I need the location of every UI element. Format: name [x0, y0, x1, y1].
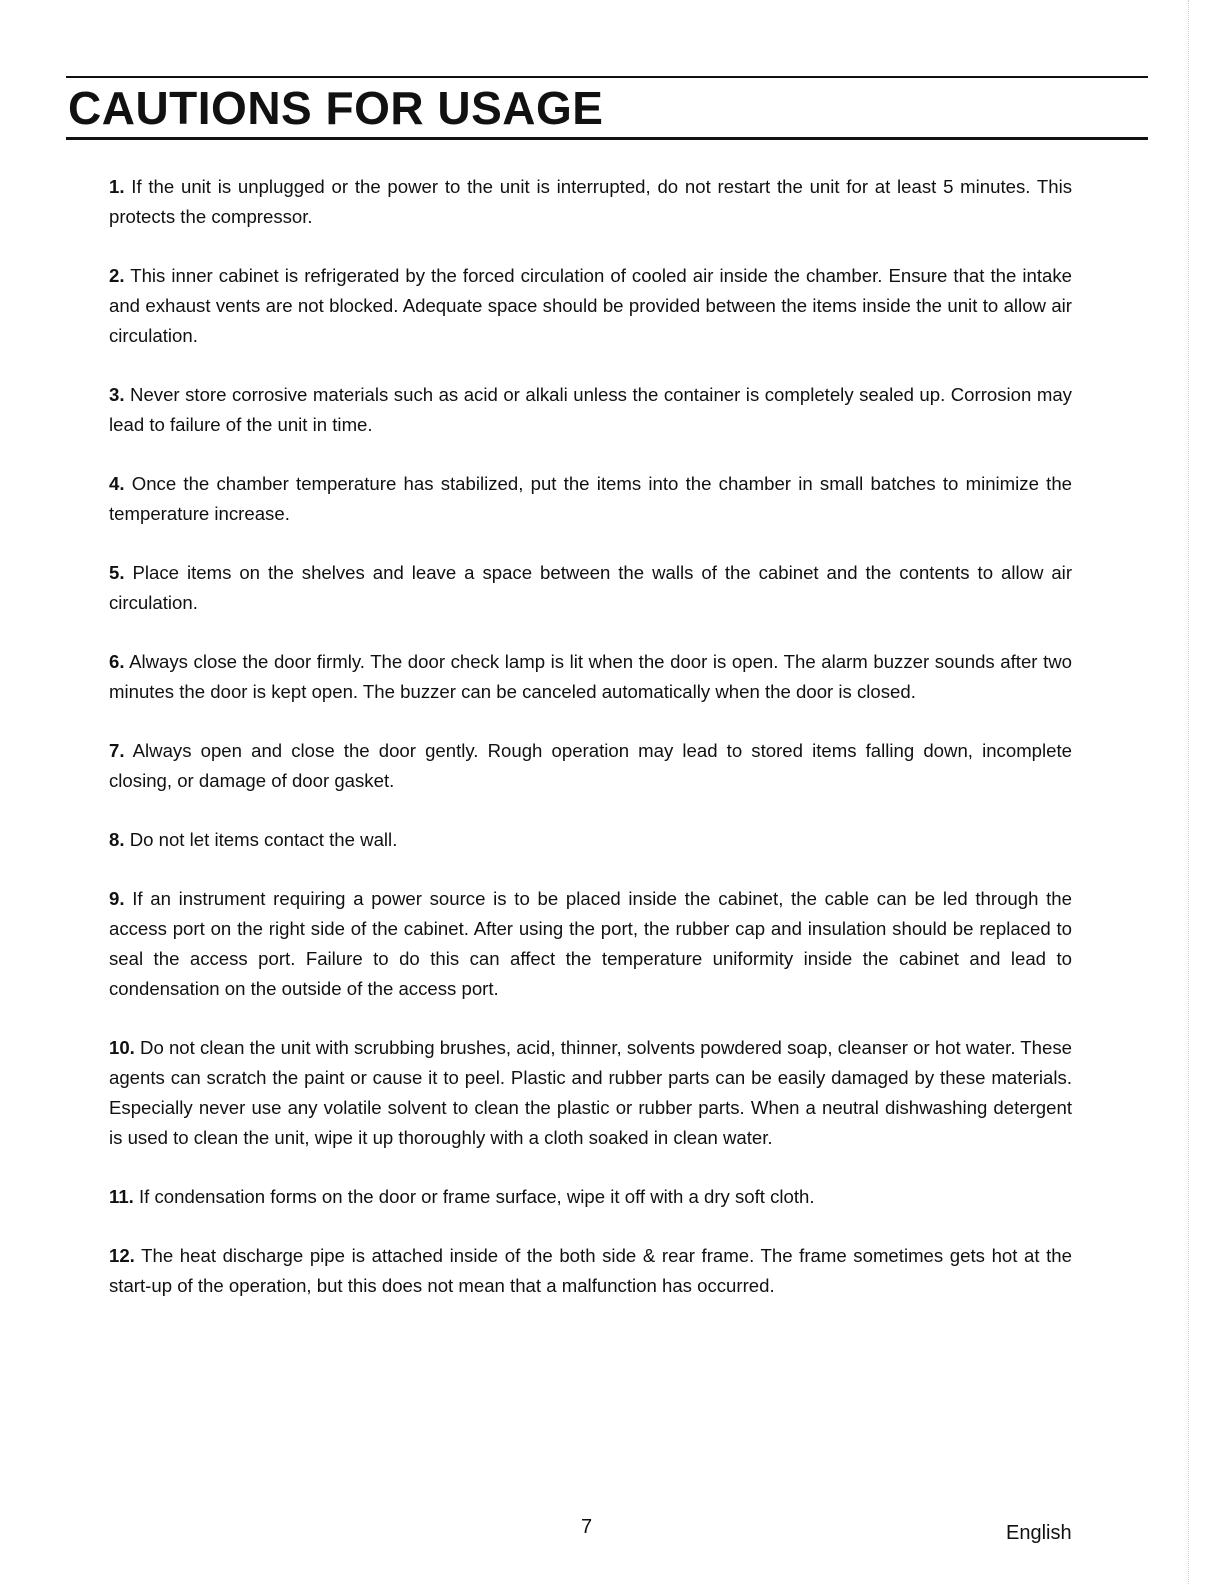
scan-edge-line	[1188, 0, 1189, 1584]
page-title: CAUTIONS FOR USAGE	[68, 82, 604, 134]
caution-text: The heat discharge pipe is attached inside of the both side & rear frame. The frame sometimes gets hot at the start-up of the operation, but this does not mean that a malfunction has occurred.	[109, 1245, 1072, 1296]
caution-number: 4.	[109, 473, 125, 494]
caution-number: 1.	[109, 176, 125, 197]
caution-item-2	[109, 261, 1072, 351]
page-number: 7	[581, 1516, 593, 1538]
caution-number: 3.	[109, 384, 125, 405]
caution-item-4	[109, 469, 1072, 529]
caution-number: 8.	[109, 829, 125, 850]
caution-text: Place items on the shelves and leave a space between the walls of the cabinet and the contents to allow air circulation.	[109, 562, 1073, 613]
caution-text: Never store corrosive materials such as acid or alkali unless the container is completely sealed up. Corrosion may lead to failure of the unit in time.	[109, 384, 1072, 435]
caution-text: If an instrument requiring a power source is to be placed inside the cabinet, the cable can be led through the access port on the right side of the cabinet. After using the port, the rubber cap and insulation should be replaced to seal the access port. Failure to do this can affect the temperature uniformity inside the cabinet and lead to condensation on the outside of the access port.	[109, 888, 1072, 999]
caution-number: 10.	[109, 1037, 135, 1058]
caution-item-11	[109, 1182, 1072, 1212]
caution-number: 5.	[109, 562, 125, 583]
caution-item-5	[109, 558, 1072, 618]
header-bottom-rule	[66, 137, 1148, 140]
caution-item-3	[109, 380, 1072, 440]
caution-number: 9.	[109, 888, 125, 909]
cautions-list	[109, 172, 1072, 1330]
footer-language: English	[1006, 1522, 1072, 1544]
caution-item-8	[109, 825, 1072, 855]
header-top-rule	[66, 76, 1148, 78]
caution-item-10	[109, 1033, 1072, 1153]
caution-text: Always close the door firmly. The door check lamp is lit when the door is open. The alarm buzzer sounds after two minutes the door is kept open. The buzzer can be canceled automatically when the door is closed.	[109, 651, 1073, 702]
caution-text: If condensation forms on the door or frame surface, wipe it off with a dry soft cloth.	[139, 1186, 815, 1207]
caution-text: This inner cabinet is refrigerated by the forced circulation of cooled air inside the chamber. Ensure that the intake and exhaust vents are not blocked. Adequate space should be provided between the items inside the unit to allow air circulation.	[109, 265, 1072, 346]
caution-number: 7.	[109, 740, 125, 761]
caution-item-12	[109, 1241, 1072, 1301]
caution-text: Do not clean the unit with scrubbing brushes, acid, thinner, solvents powdered soap, cleanser or hot water. These agents can scratch the paint or cause it to peel. Plastic and rubber parts can be easily damaged by these materials. Especially never use any volatile solvent to clean the plastic or rubber parts. When a neutral dishwashing detergent is used to clean the unit, wipe it up thoroughly with a cloth soaked in clean water.	[109, 1037, 1072, 1148]
caution-item-7	[109, 736, 1072, 796]
caution-number: 12.	[109, 1245, 135, 1266]
caution-text: Once the chamber temperature has stabilized, put the items into the chamber in small batches to minimize the temperature increase.	[109, 473, 1073, 524]
caution-number: 6.	[109, 651, 125, 672]
caution-number: 2.	[109, 265, 125, 286]
caution-text: Always open and close the door gently. Rough operation may lead to stored items falling down, incomplete closing, or damage of door gasket.	[109, 740, 1072, 791]
caution-text: If the unit is unplugged or the power to the unit is interrupted, do not restart the unit for at least 5 minutes. This protects the compressor.	[109, 176, 1072, 227]
caution-number: 11.	[109, 1186, 134, 1207]
caution-item-1	[109, 172, 1072, 232]
caution-text: Do not let items contact the wall.	[129, 829, 398, 850]
caution-item-9	[109, 884, 1072, 1004]
caution-item-6	[109, 647, 1072, 707]
